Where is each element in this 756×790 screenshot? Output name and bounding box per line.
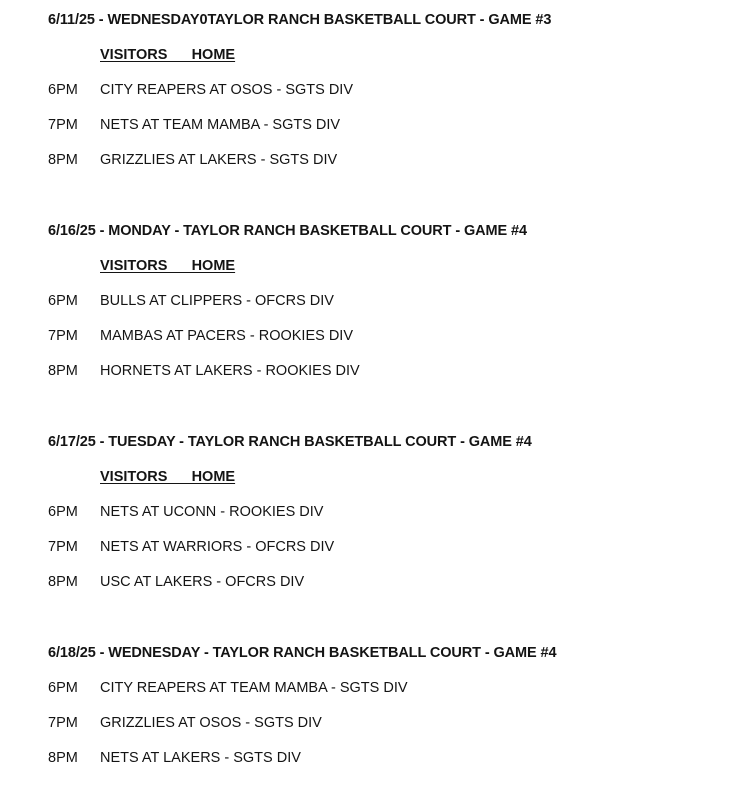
- column-headers: VISITORS HOME: [100, 258, 236, 274]
- game-row: [0, 82, 756, 102]
- game-row: [0, 363, 756, 383]
- game-row: [0, 680, 756, 700]
- game-time: 6PM: [48, 82, 78, 98]
- game-row: [0, 117, 756, 137]
- game-time: 6PM: [48, 293, 78, 309]
- game-matchup: GRIZZLIES AT LAKERS - SGTS DIV: [100, 152, 338, 168]
- section-heading: 6/16/25 - MONDAY - TAYLOR RANCH BASKETBALL COURT - GAME #4: [48, 223, 527, 239]
- game-matchup: NETS AT UCONN - ROOKIES DIV: [100, 504, 324, 520]
- game-time: 7PM: [48, 715, 78, 731]
- column-headers: VISITORS HOME: [100, 469, 236, 485]
- game-time: 6PM: [48, 504, 78, 520]
- game-row: [0, 539, 756, 559]
- game-matchup: CITY REAPERS AT OSOS - SGTS DIV: [100, 82, 354, 98]
- game-time: 8PM: [48, 750, 78, 766]
- game-time: 8PM: [48, 152, 78, 168]
- game-matchup: BULLS AT CLIPPERS - OFCRS DIV: [100, 293, 334, 309]
- game-matchup: GRIZZLIES AT OSOS - SGTS DIV: [100, 715, 322, 731]
- game-matchup: HORNETS AT LAKERS - ROOKIES DIV: [100, 363, 360, 379]
- game-time: 7PM: [48, 539, 78, 555]
- game-row: [0, 750, 756, 770]
- game-time: 8PM: [48, 574, 78, 590]
- game-matchup: USC AT LAKERS - OFCRS DIV: [100, 574, 305, 590]
- game-matchup: NETS AT LAKERS - SGTS DIV: [100, 750, 301, 766]
- game-row: [0, 152, 756, 172]
- game-matchup: MAMBAS AT PACERS - ROOKIES DIV: [100, 328, 353, 344]
- game-time: 7PM: [48, 117, 78, 133]
- game-matchup: NETS AT TEAM MAMBA - SGTS DIV: [100, 117, 341, 133]
- game-time: 8PM: [48, 363, 78, 379]
- game-time: 7PM: [48, 328, 78, 344]
- column-headers: VISITORS HOME: [100, 47, 236, 63]
- game-row: [0, 293, 756, 313]
- game-matchup: NETS AT WARRIORS - OFCRS DIV: [100, 539, 335, 555]
- game-matchup: CITY REAPERS AT TEAM MAMBA - SGTS DIV: [100, 680, 408, 696]
- game-row: [0, 715, 756, 735]
- section-heading: 6/11/25 - WEDNESDAY0TAYLOR RANCH BASKETBALL COURT - GAME #3: [48, 12, 552, 28]
- game-row: [0, 504, 756, 524]
- section-heading: 6/17/25 - TUESDAY - TAYLOR RANCH BASKETBALL COURT - GAME #4: [48, 434, 532, 450]
- game-time: 6PM: [48, 680, 78, 696]
- game-row: [0, 328, 756, 348]
- game-row: [0, 574, 756, 594]
- section-heading: 6/18/25 - WEDNESDAY - TAYLOR RANCH BASKETBALL COURT - GAME #4: [48, 645, 557, 661]
